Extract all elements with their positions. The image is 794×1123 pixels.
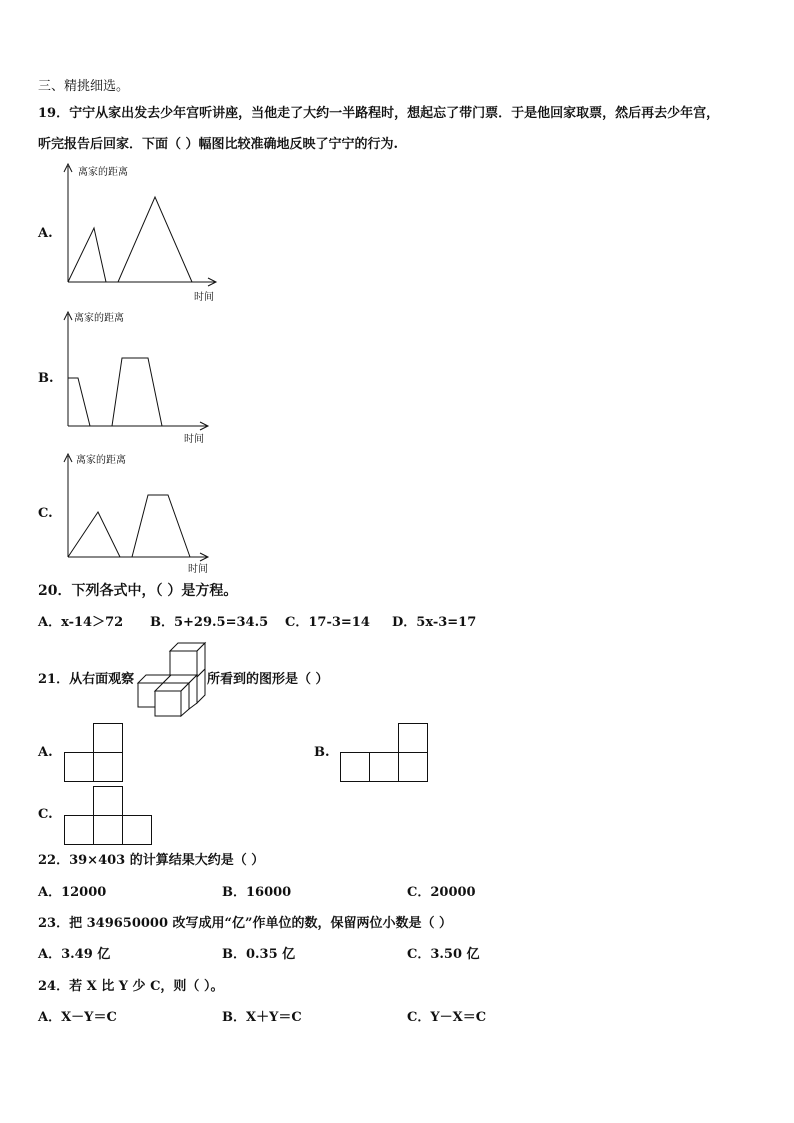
q21-option-c-figure[interactable] bbox=[64, 786, 154, 846]
q24-option-b[interactable]: B．X＋Y＝C bbox=[222, 1010, 302, 1025]
q21-option-a-label[interactable]: A. bbox=[38, 745, 53, 760]
q19-graph-a bbox=[58, 160, 228, 306]
q20-option-b[interactable]: B．5+29.5=34.5 bbox=[150, 615, 269, 630]
cube-front-face bbox=[155, 691, 181, 716]
x-axis-label: 时间 bbox=[184, 434, 204, 445]
x-axis-label: 时间 bbox=[194, 292, 214, 303]
q21-stem-before: 21．从右面观察 bbox=[38, 672, 135, 687]
square-cell bbox=[341, 753, 370, 782]
q19-stem-line1: 19．宁宁从家出发去少年宫听讲座，当他走了大约一半路程时，想起忘了带门票．于是他回家取票，然后再去少年宫， bbox=[38, 106, 720, 121]
q19-option-b-label[interactable]: B. bbox=[38, 371, 54, 386]
square-cell bbox=[65, 816, 94, 845]
line-trip-2 bbox=[132, 495, 190, 557]
q19-option-c-label[interactable]: C. bbox=[38, 506, 53, 521]
square-cell bbox=[94, 753, 123, 782]
q19-graph-c bbox=[58, 450, 218, 576]
square-cell bbox=[94, 816, 123, 845]
y-axis-label: 离家的距离 bbox=[76, 455, 126, 466]
q19-option-a-label[interactable]: A. bbox=[38, 226, 53, 241]
q20-stem: 20．下列各式中，（ ）是方程。 bbox=[38, 583, 238, 599]
section-title: 三、精挑细选。 bbox=[38, 79, 130, 94]
line-trip-1 bbox=[68, 378, 90, 426]
line-trip-1 bbox=[68, 512, 120, 557]
y-axis-label: 离家的距离 bbox=[74, 313, 124, 324]
q23-stem: 23．把 349650000 改写成用“亿”作单位的数，保留两位小数是（ ） bbox=[38, 916, 453, 931]
q22-stem: 22．39×403 的计算结果大约是（ ） bbox=[38, 853, 265, 868]
q21-cube-figure bbox=[137, 641, 207, 719]
q20-option-a[interactable]: A．x-14＞72 bbox=[38, 615, 124, 630]
line-trip-1 bbox=[68, 228, 106, 282]
line-trip-2 bbox=[118, 197, 192, 282]
q21-option-c-label[interactable]: C. bbox=[38, 807, 53, 822]
q22-option-a[interactable]: A．12000 bbox=[38, 885, 107, 900]
q21-option-a-figure[interactable] bbox=[64, 723, 124, 783]
q24-option-c[interactable]: C．Y－X＝C bbox=[407, 1010, 487, 1025]
q23-option-b[interactable]: B．0.35 亿 bbox=[222, 947, 296, 962]
q24-option-a[interactable]: A．X－Y＝C bbox=[38, 1010, 117, 1025]
line-trip-2 bbox=[112, 358, 162, 426]
square-cell bbox=[399, 753, 428, 782]
q23-option-c[interactable]: C．3.50 亿 bbox=[407, 947, 480, 962]
square-cell bbox=[94, 787, 123, 816]
x-axis-label: 时间 bbox=[188, 564, 208, 575]
q21-option-b-figure[interactable] bbox=[340, 723, 430, 783]
q19-stem-line2: 听完报告后回家．下面（ ）幅图比较准确地反映了宁宁的行为. bbox=[38, 137, 399, 152]
q21-option-b-label[interactable]: B. bbox=[314, 745, 330, 760]
q22-option-b[interactable]: B．16000 bbox=[222, 885, 292, 900]
cube-front-face bbox=[170, 651, 197, 677]
q24-stem: 24．若 X 比 Y 少 C，则（ ）。 bbox=[38, 979, 224, 994]
q22-option-c[interactable]: C．20000 bbox=[407, 885, 476, 900]
square-cell bbox=[370, 753, 399, 782]
q20-option-d[interactable]: D．5x-3=17 bbox=[392, 615, 477, 630]
q19-graph-b bbox=[58, 308, 218, 448]
q20-option-c[interactable]: C．17-3=14 bbox=[285, 615, 370, 630]
square-cell bbox=[65, 753, 94, 782]
q21-stem-after: 所看到的图形是（ ） bbox=[207, 672, 329, 687]
q23-option-a[interactable]: A．3.49 亿 bbox=[38, 947, 111, 962]
square-cell bbox=[399, 724, 428, 753]
square-cell bbox=[94, 724, 123, 753]
y-axis-label: 离家的距离 bbox=[78, 167, 128, 178]
square-cell bbox=[123, 816, 152, 845]
